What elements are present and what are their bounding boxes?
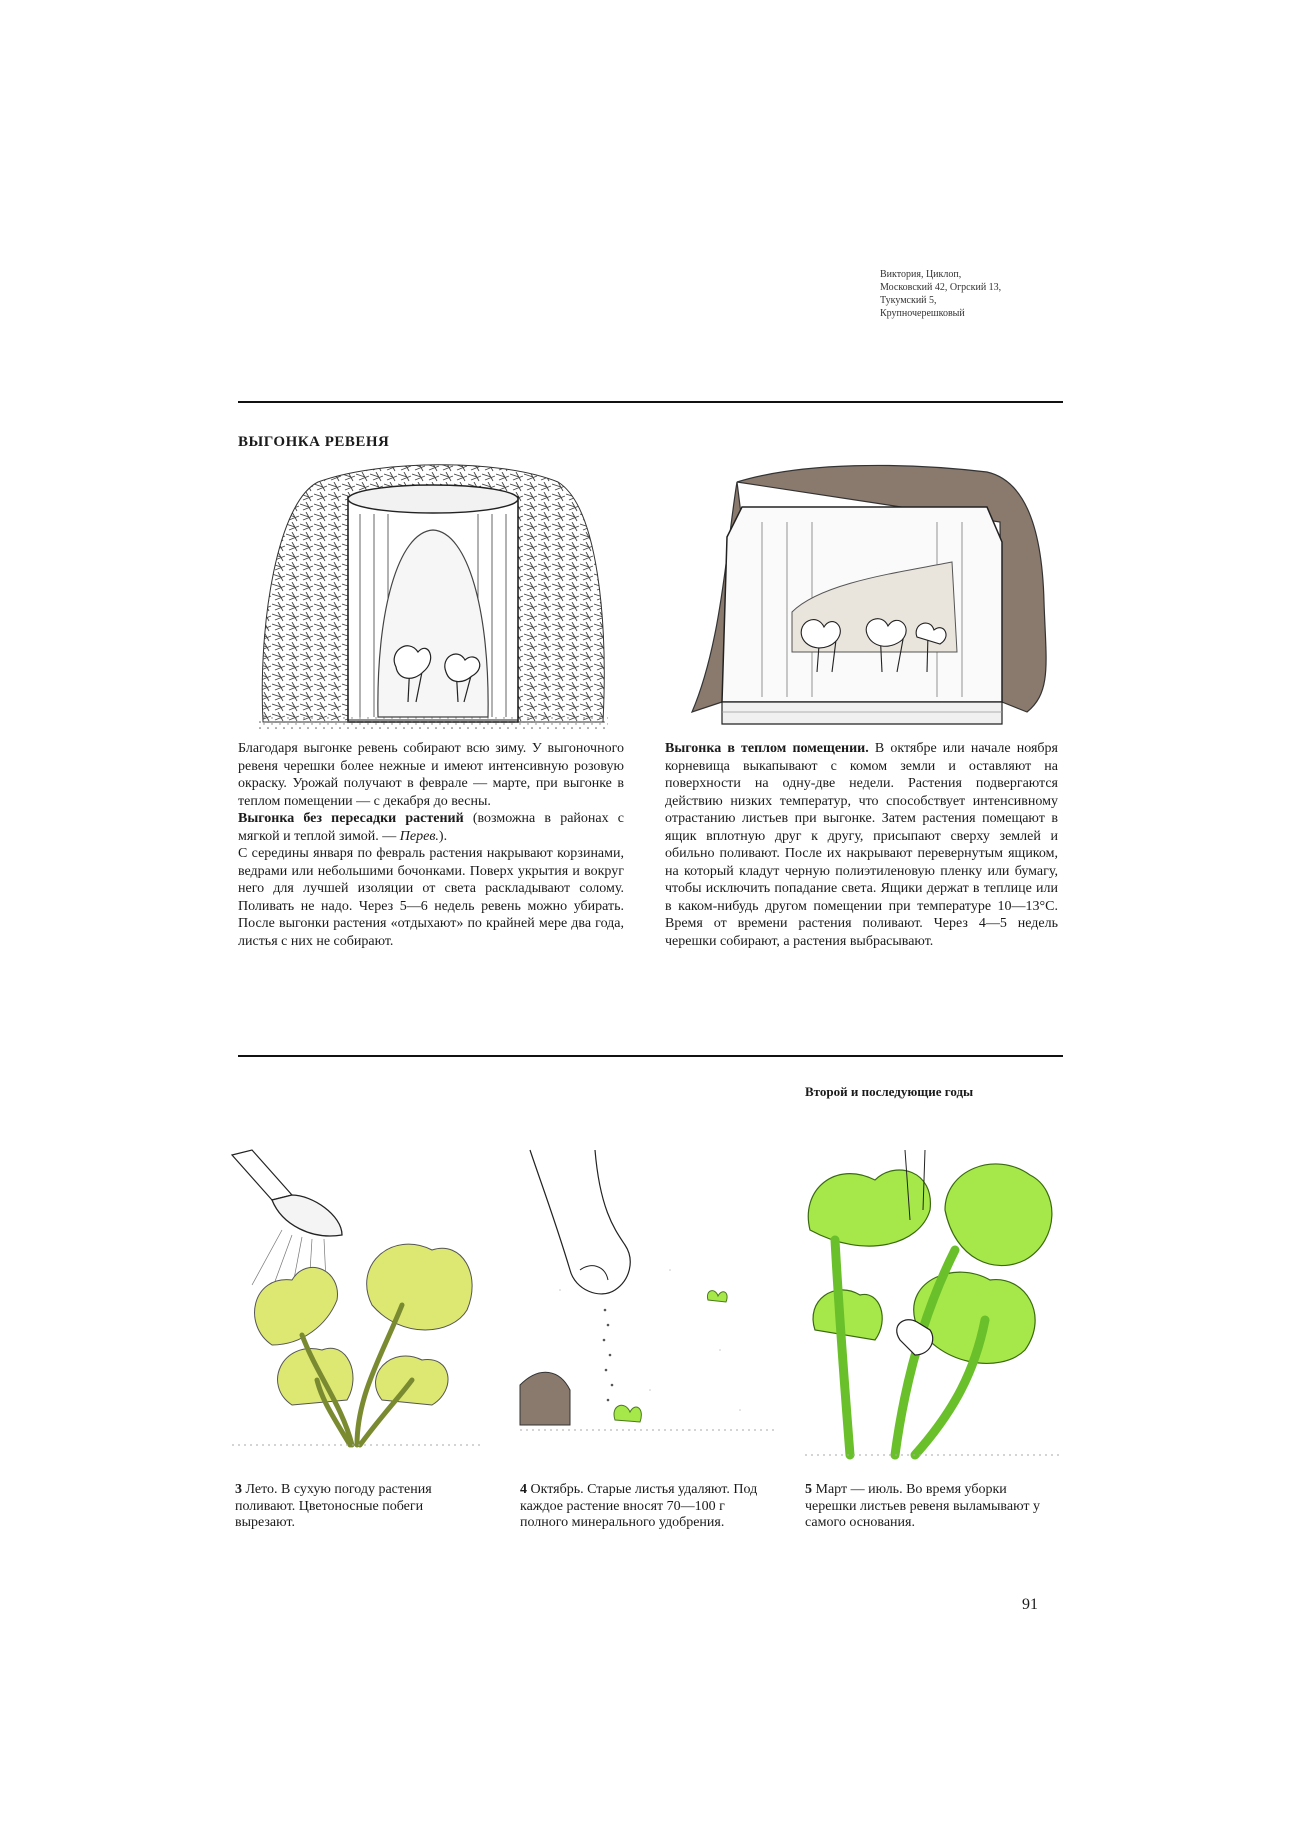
no-transplant-heading: Выгонка без пересадки растений <box>238 811 464 826</box>
left-column-text <box>238 740 624 950</box>
no-transplant-body: С середины января по февраль растения накрывают корзинами, ведрами или небольшими бочонками. Поверх укрытия и вокруг него для лучшей изоляции от света раскладывают солому. Поливать не надо. Через 5—6 недель ревень можно убирать. После выгонки растения «отдыхают» по крайней мере два года, листья с них не собирают. <box>238 846 624 949</box>
illustration-bucket-forcing <box>258 462 608 732</box>
page-number: 91 <box>1022 1596 1038 1613</box>
caption-march-july <box>805 1482 1060 1532</box>
translator-note-open: (возможна в районах с мягкой и теплой зимой. — <box>238 811 624 844</box>
varieties-line: Московский 42, Огрский 13, <box>880 282 1002 293</box>
caption-october <box>520 1482 770 1532</box>
right-column-text <box>665 740 1058 950</box>
no-transplant-paragraph <box>238 810 624 845</box>
varieties-line: Крупночерешковый <box>880 308 965 319</box>
illustration-harvesting <box>805 1150 1060 1460</box>
section-top-rule <box>238 401 1063 403</box>
translator-note-close: ). <box>438 828 448 844</box>
caption-number: 5 <box>805 1482 812 1497</box>
warm-room-body: В октябре или начале ноября корневища выкапывают с комом земли и оставляют на поверхности на одну-две недели. Растения подвергаются действию низких температур, что способствует интенсивному отрастанию листьев при выгонке. Затем растения помещают в ящик вплотную друг к другу, присыпают сверху землей и обильно поливают. После их накрывают перевернутым ящиком, на который кладут черную полиэтиленовую пленку или бумагу, чтобы исключить попадание света. Ящики держат в теплице или в каком-нибудь другом помещении при температуре 10—13°С. Время от времени растения поливают. Через 4—5 недель черешки собирают, а растения выбрасывают. <box>665 741 1058 949</box>
varieties-line: Тукумский 5, <box>880 295 937 306</box>
illustration-box-forcing <box>682 462 1057 732</box>
varieties-note <box>880 268 1070 320</box>
warm-room-heading: Выгонка в теплом помещении. <box>665 741 869 756</box>
translator-note-italic: Перев. <box>399 828 439 844</box>
caption-summer <box>235 1482 485 1532</box>
varieties-line: Виктория, Циклоп, <box>880 269 962 280</box>
caption-number: 4 <box>520 1482 527 1497</box>
illustration-watering <box>232 1155 484 1455</box>
warm-room-paragraph <box>665 740 1058 950</box>
caption-number: 3 <box>235 1482 242 1497</box>
caption-text: Март — июль. Во время уборки черешки листьев ревеня выламывают у самого основания. <box>805 1482 1040 1530</box>
section-bottom-rule <box>238 1055 1063 1057</box>
intro-paragraph: Благодаря выгонке ревень собирают всю зиму. У выгоночного ревеня черешки более нежные и имеют интенсивную розовую окраску. Урожай получают в феврале — марте, при выгонке в теплом помещении — с декабря до весны. <box>238 741 624 809</box>
section-title: ВЫГОНКА РЕВЕНЯ <box>238 434 390 450</box>
caption-text: Октябрь. Старые листья удаляют. Под каждое растение вносят 70—100 г полного минерального удобрения. <box>520 1482 758 1530</box>
illustration-fertilizing <box>520 1150 775 1455</box>
caption-text: Лето. В сухую погоду растения поливают. Цветоносные побеги вырезают. <box>235 1482 432 1530</box>
subsequent-years-heading: Второй и последующие годы <box>805 1084 974 1099</box>
